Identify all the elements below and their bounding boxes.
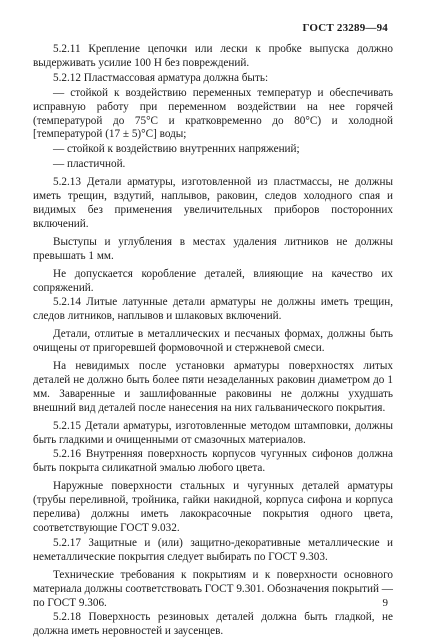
paragraph-5-2-13: 5.2.13 Детали арматуры, изготовленной из пластмассы, не должны иметь трещин, вздутий, наплывов, раковин, следов холодного спая и видимых без применения увеличительных приборов посторонних включений. xyxy=(33,176,393,230)
paragraph-5-2-12: 5.2.12 Пластмассовая арматура должна быть: xyxy=(53,71,269,84)
paragraph-5-2-17: 5.2.17 Защитные и (или) защитно-декоративные металлические и неметаллические покрытия следует выбирать по ГОСТ 9.303. xyxy=(33,536,393,563)
paragraph-5-2-16: 5.2.16 Внутренняя поверхность корпусов чугунных сифонов должна быть покрыта силикатной эмалью любого цвета. xyxy=(33,448,393,475)
list-item-stress: — стойкой к воздействию внутренних напряжений; xyxy=(53,143,300,156)
paragraph-castings: Детали, отлитые в металлических и песчаных формах, должны быть очищены от пригоревшей формовочной и стержневой смеси. xyxy=(33,328,393,355)
paragraph-5-2-18: 5.2.18 Поверхность резиновых деталей должна быть гладкой, не должна иметь неровностей и заусенцев. xyxy=(33,611,393,638)
document-id-header: ГОСТ 23289—94 xyxy=(302,22,388,34)
page-number: 9 xyxy=(382,597,388,609)
paragraph-cavities: На невидимых после установки арматуры поверхностях литых деталей не должно быть более пяти незаделанных раковин диаметром до 1 мм. Заваренные и зашлифованные раковины не должны ухудшать внешний вид деталей после нанесения на них гальванического покрытия. xyxy=(33,360,393,414)
document-body xyxy=(33,43,393,640)
list-item-temperature: — стойкой к воздействию переменных температур и обеспечивать исправную работу при переменном воздействии на нее горячей (температурой до 75°С и кратковременно до 80°С) и холодной [температурой (17 ± 5)°С] воды; xyxy=(33,86,393,141)
paragraph-warping: Не допускается коробление деталей, влияющие на качество их сопряжений. xyxy=(33,267,393,294)
paragraph-technical-requirements: Технические требования к покрытиям и к поверхности основного материала должны соответствовать ГОСТ 9.301. Обозначения покрытий — по ГОСТ 9.306. xyxy=(33,568,393,609)
paragraph-5-2-15: 5.2.15 Детали арматуры, изготовленные методом штамповки, должны быть гладкими и очищенными от смазочных материалов. xyxy=(33,419,393,446)
paragraph-5-2-14: 5.2.14 Литые латунные детали арматуры не должны иметь трещин, следов литников, наплывов и шлаковых включений. xyxy=(33,296,393,323)
paragraph-sprue: Выступы и углубления в местах удаления литников не должны превышать 1 мм. xyxy=(33,235,393,262)
list-item-plastic: — пластичной. xyxy=(53,158,126,171)
paragraph-coatings-color: Наружные поверхности стальных и чугунных деталей арматуры (трубы переливной, тройника, гайки накидной, корпуса сифона и корпуса перелива) должны иметь лакокрасочные покрытия одного цвета, соответствующие ГОСТ 9.032. xyxy=(33,480,393,534)
paragraph-5-2-11: 5.2.11 Крепление цепочки или лески к пробке выпуска должно выдерживать усилие 100 Н без повреждений. xyxy=(33,43,393,69)
